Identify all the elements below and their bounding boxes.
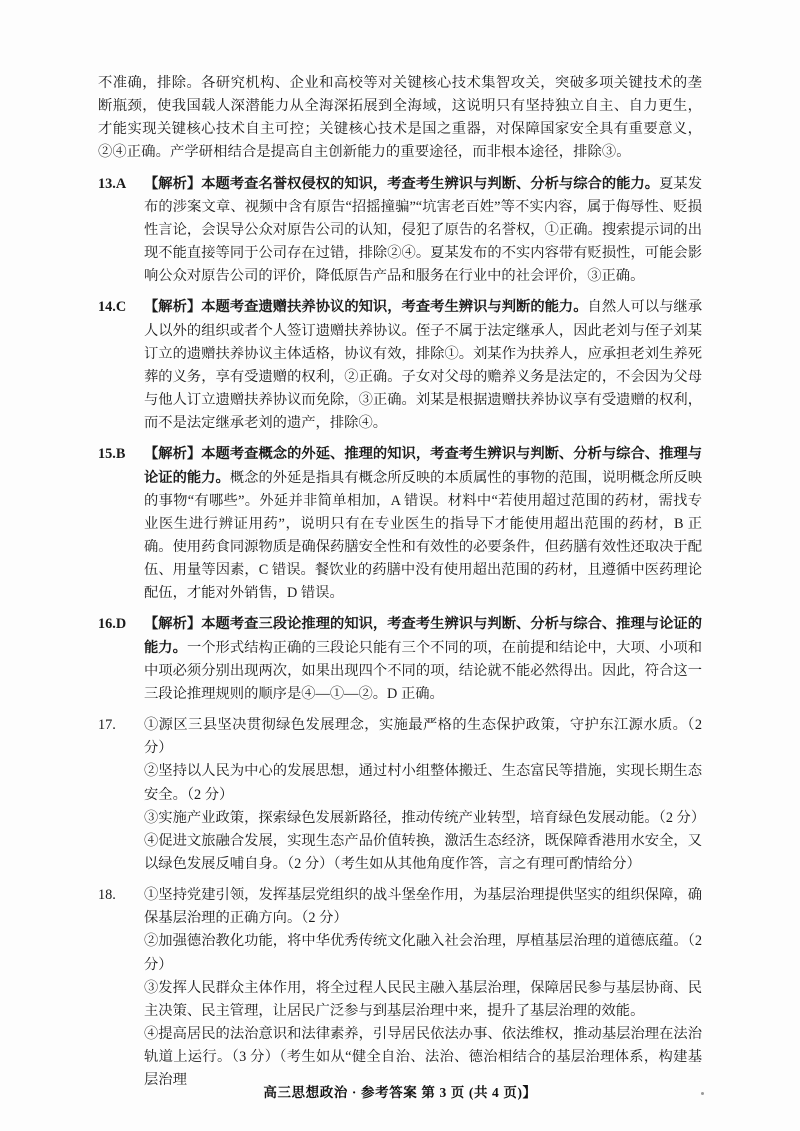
answer-item-18-2: ②加强德治教化功能，将中华优秀传统文化融入社会治理，厚植基层治理的道德底蕴。（2 分）	[144, 933, 702, 973]
footer-label: 高三思想政治 · 参考答案 第 3 页 (共 4 页)】	[263, 1085, 537, 1100]
answer-item-18-1: ①坚持党建引领，发挥基层党组织的战斗堡垒作用，为基层治理提供坚实的组织保障，确保基层治理的正确方向。（2 分）	[144, 887, 702, 927]
analysis-label-15: 【解析】	[144, 446, 202, 463]
answer-item-17-4: ④促进文旅融合发展，实现生态产品价值转换，激活生态经济，既保障香港用水安全，又以绿色发展反哺自身。（2 分）（考生如从其他角度作答，言之有理可酌情给分）	[144, 832, 702, 872]
page-footer	[0, 1081, 800, 1101]
answer-body-14	[144, 296, 702, 435]
answer-item-17-3: ③实施产业政策，探索绿色发展新路径，推动传统产业转型，培育绿色发展动能。（2 分）	[144, 809, 706, 826]
page-edge-mark	[701, 1092, 704, 1095]
answer-number-14: 14.C	[98, 299, 127, 316]
analysis-lead-14: 本题考查遗赠扶养协议的知识，考查考生辨识与判断的能力。	[201, 299, 588, 316]
answer-item-17-1: ①源区三县坚决贯彻绿色发展理念，实施最严格的生态保护政策，守护东江源水质。（2 分）	[144, 717, 702, 757]
answer-block-16	[98, 613, 702, 706]
continuation-paragraph: 不准确，排除。各研究机构、企业和高校等对关键核心技术集智攻关，突破多项关键技术的垄断瓶颈，使我国载人深潜能力从全海深拓展到全海域，这说明只有坚持独立自主、自力更生，才能实现关键核心技术自主可控；关键核心技术是国之重器，对保障国家安全具有重要意义，②④正确。产学研相结合是提高自主创新能力的重要途径，而非根本途径，排除③。	[98, 75, 702, 161]
answer-item-18-3: ③发挥人民群众主体作用，将全过程人民民主融入基层治理，保障居民参与基层协商、民主决策、民主管理，让居民广泛参与到基层治理中来，提升了基层治理的效能。	[144, 979, 702, 1019]
analysis-label-16: 【解析】	[144, 616, 202, 633]
analysis-text-15: 概念的外延是指具有概念所反映的本质属性的事物的范围，说明概念所反映的事物“有哪些”。外延并非简单相加，A 错误。材料中“若使用超过范围的药材，需找专业医生进行辨证用药”，说明只有在专业医生的指导下才能使用超出范围的药材，B 正确。使用药食同源物质是确保药膳安全性和有效性的必要条件，但药膳有效性还取决于配伍、用量等因素，C 错误。餐饮业的药膳中没有使用超出范围的药材，且遵循中医药理论配伍，才能对外销售，D 错误。	[144, 469, 703, 602]
answer-block-17	[98, 714, 706, 876]
answer-body-15	[144, 443, 702, 605]
answer-body-16	[144, 613, 702, 706]
analysis-lead-15: 本题考查概念的外延、推理的知识，考查考生辨识与判断、分析与综合、推理与论证的能力。	[144, 446, 702, 486]
analysis-text-14: 自然人可以与继承人以外的组织或者个人签订遗赠扶养协议。侄子不属于法定继承人，因此老刘与侄子刘某订立的遗赠扶养协议主体适格，协议有效，排除①。刘某作为扶养人，应承担老刘生养死葬的义务，享有受遗赠的权利，②正确。子女对父母的赡养义务是法定的，不会因为父母与他人订立遗赠扶养协议而免除，③正确。刘某是根据遗赠扶养协议享有受遗赠的权利，而不是法定继承老刘的遗产，排除④。	[144, 299, 702, 432]
analysis-text-16: 一个形式结构正确的三段论只能有三个不同的项，在前提和结论中，大项、小项和中项必须分别出现两次，如果出现四个不同的项，结论就不能必然得出。因此，符合这一三段论推理规则的顺序是④—①—②。D 正确。	[144, 639, 703, 702]
page-content	[98, 72, 706, 1093]
analysis-text-13: 夏某发布的涉案文章、视频中含有原告“招摇撞骗”“坑害老百姓”等不实内容，属于侮辱性、贬损性言论，会误导公众对原告公司的认知，侵犯了原告的名誉权，①正确。搜索提示词的出现不能直接等同于公司存在过错，排除②④。夏某发布的不实内容带有贬损性，可能会影响公众对原告公司的评价，降低原告产品和服务在行业中的社会评价，③正确。	[144, 175, 703, 285]
answer-block-13	[98, 173, 702, 289]
answer-block-15	[98, 443, 702, 605]
answer-number-18: 18.	[98, 887, 116, 904]
analysis-label-13: 【解析】	[144, 175, 202, 192]
answer-body-17	[144, 714, 706, 876]
answer-body-13	[144, 173, 702, 289]
answer-body-18	[144, 884, 702, 1092]
answer-number-13: 13.A	[98, 175, 127, 192]
answer-item-17-2: ②坚持以人民为中心的发展思想，通过村小组整体搬迁、生态富民等措施，实现长期生态安全。（2 分）	[144, 763, 702, 803]
analysis-lead-13: 本题考查名誉权侵权的知识，考查考生辨识与判断、分析与综合的能力。	[201, 175, 660, 192]
answer-number-15: 15.B	[98, 446, 126, 463]
answer-item-18-4: ④提高居民的法治意识和法律素养，引导居民依法办事、依法维权，推动基层治理在法治轨道上运行。（3 分）（考生如从“健全自治、法治、德治相结合的基层治理体系，构建基层治理	[144, 1026, 702, 1089]
answer-number-16: 16.D	[98, 616, 127, 633]
analysis-label-14: 【解析】	[144, 299, 202, 316]
answer-block-18	[98, 884, 702, 1092]
answer-number-17: 17.	[98, 717, 116, 734]
analysis-lead-16: 本题考查三段论推理的知识，考查考生辨识与判断、分析与综合、推理与论证的能力。	[144, 616, 702, 656]
answer-block-14	[98, 296, 702, 435]
